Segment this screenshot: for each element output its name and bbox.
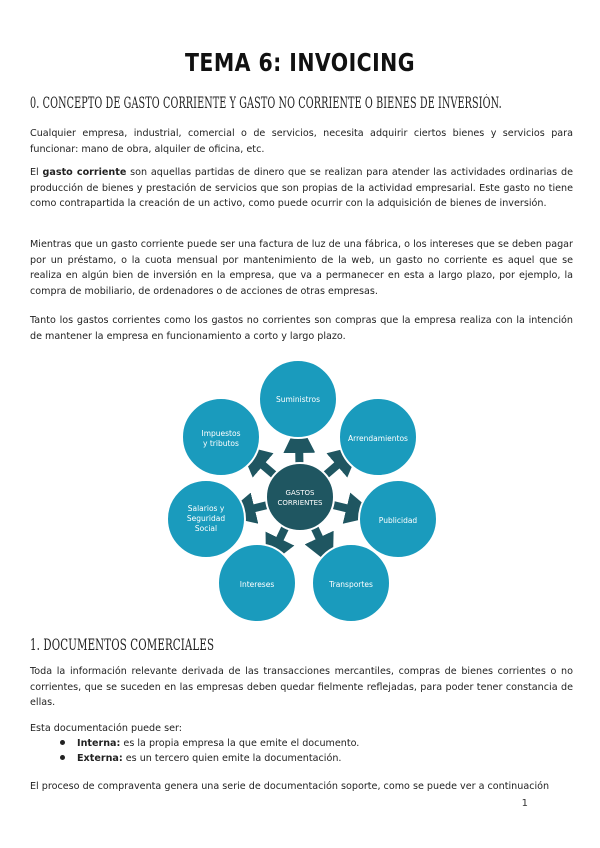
node-salarios-label-2: Seguridad [186,514,226,523]
section-1-paragraph-3: El proceso de compraventa genera una serie de documentación soporte, como se puede ver a continuación [30,781,550,792]
node-transportes-label: Transportes [329,580,373,589]
center-label-2: CORRIENTES [277,499,323,507]
node-arrendamientos-label: Arrendamientos [348,434,408,443]
node-transportes [312,544,390,622]
node-suministros [259,360,337,438]
center-node [266,463,334,531]
node-impuestos-label-1: Impuestos [201,429,241,438]
gasto-corriente-term: gasto corriente [42,167,127,178]
section-0-heading: 0. CONCEPTO DE GASTO CORRIENTE Y GASTO NO CORRIENTE O BIENES DE INVERSIÓN. [30,94,502,112]
bullet-externa [60,751,341,767]
section-1-heading: 1. DOCUMENTOS COMERCIALES [30,636,215,654]
section-1-paragraph-2: Esta documentación puede ser: [30,723,182,734]
node-intereses-label: Intereses [239,580,275,589]
node-impuestos-label-2: y tributos [203,439,239,448]
page-title: TEMA 6: INVOICING [185,48,415,77]
section-0-paragraph-2 [30,165,573,212]
node-suministros-label: Suministros [275,395,321,404]
node-publicidad-label: Publicidad [378,516,418,525]
gastos-corrientes-diagram [0,355,600,630]
node-publicidad [359,480,437,558]
page-number: 1 [521,798,528,809]
node-impuestos [182,398,260,476]
section-0-paragraph-1: Cualquier empresa, industrial, comercial o de servicios, necesita adquirir ciertos bienes y servicios para funcionar: mano de obra, alquiler de oficina, etc. [30,128,573,155]
bullet-interna-text: es la propia empresa la que emite el documento. [120,738,360,749]
bullet-externa-text: es un tercero quien emite la documentación. [122,753,342,764]
node-salarios [167,480,245,558]
node-arrendamientos [339,398,417,476]
node-intereses [218,544,296,622]
node-salarios-label-1: Salarios y [187,504,225,513]
bullet-externa-term: Externa: [77,753,123,764]
paragraph-2-lead: El [30,167,43,178]
bullet-interna-term: Interna: [77,738,121,749]
node-salarios-label-3: Social [194,524,218,533]
section-0-paragraph-3: Mientras que un gasto corriente puede ser una factura de luz de una fábrica, o los intereses que se deben pagar por un préstamo, o la cuota mensual por mantenimiento de la web, un gasto no corriente es aquel que se realiza en algún bien de inversión en la empresa, que va a permanecer en esta a largo plazo, por ejemplo, la compra de mobiliario, de ordenadores o de acciones de otras empresas. [30,239,573,297]
section-1-paragraph-1: Toda la información relevante derivada de las transacciones mercantiles, compras de bienes corrientes o no corrientes, que se suceden en las empresas deben quedar fielmente reflejadas, para poder tener constancia de ellas. [30,666,573,709]
bullet-dot [60,755,65,760]
paragraph-2-body: son aquellas partidas de dinero que se realizan para atender las actividades ordinarias de producción de bienes y prestación de servicios que son propias de la actividad empresarial. Este gasto no tiene como contrapartida la creación de un activo, como puede ocurrir con la adquisición de bienes de inversión. [30,167,573,210]
bullet-dot [60,740,65,745]
section-0-paragraph-4: Tanto los gastos corrientes como los gastos no corrientes son compras que la empresa realiza con la intención de mantener la empresa en funcionamiento a corto y largo plazo. [30,315,573,342]
bullet-interna [60,736,359,752]
center-label-1: GASTOS [285,489,315,497]
